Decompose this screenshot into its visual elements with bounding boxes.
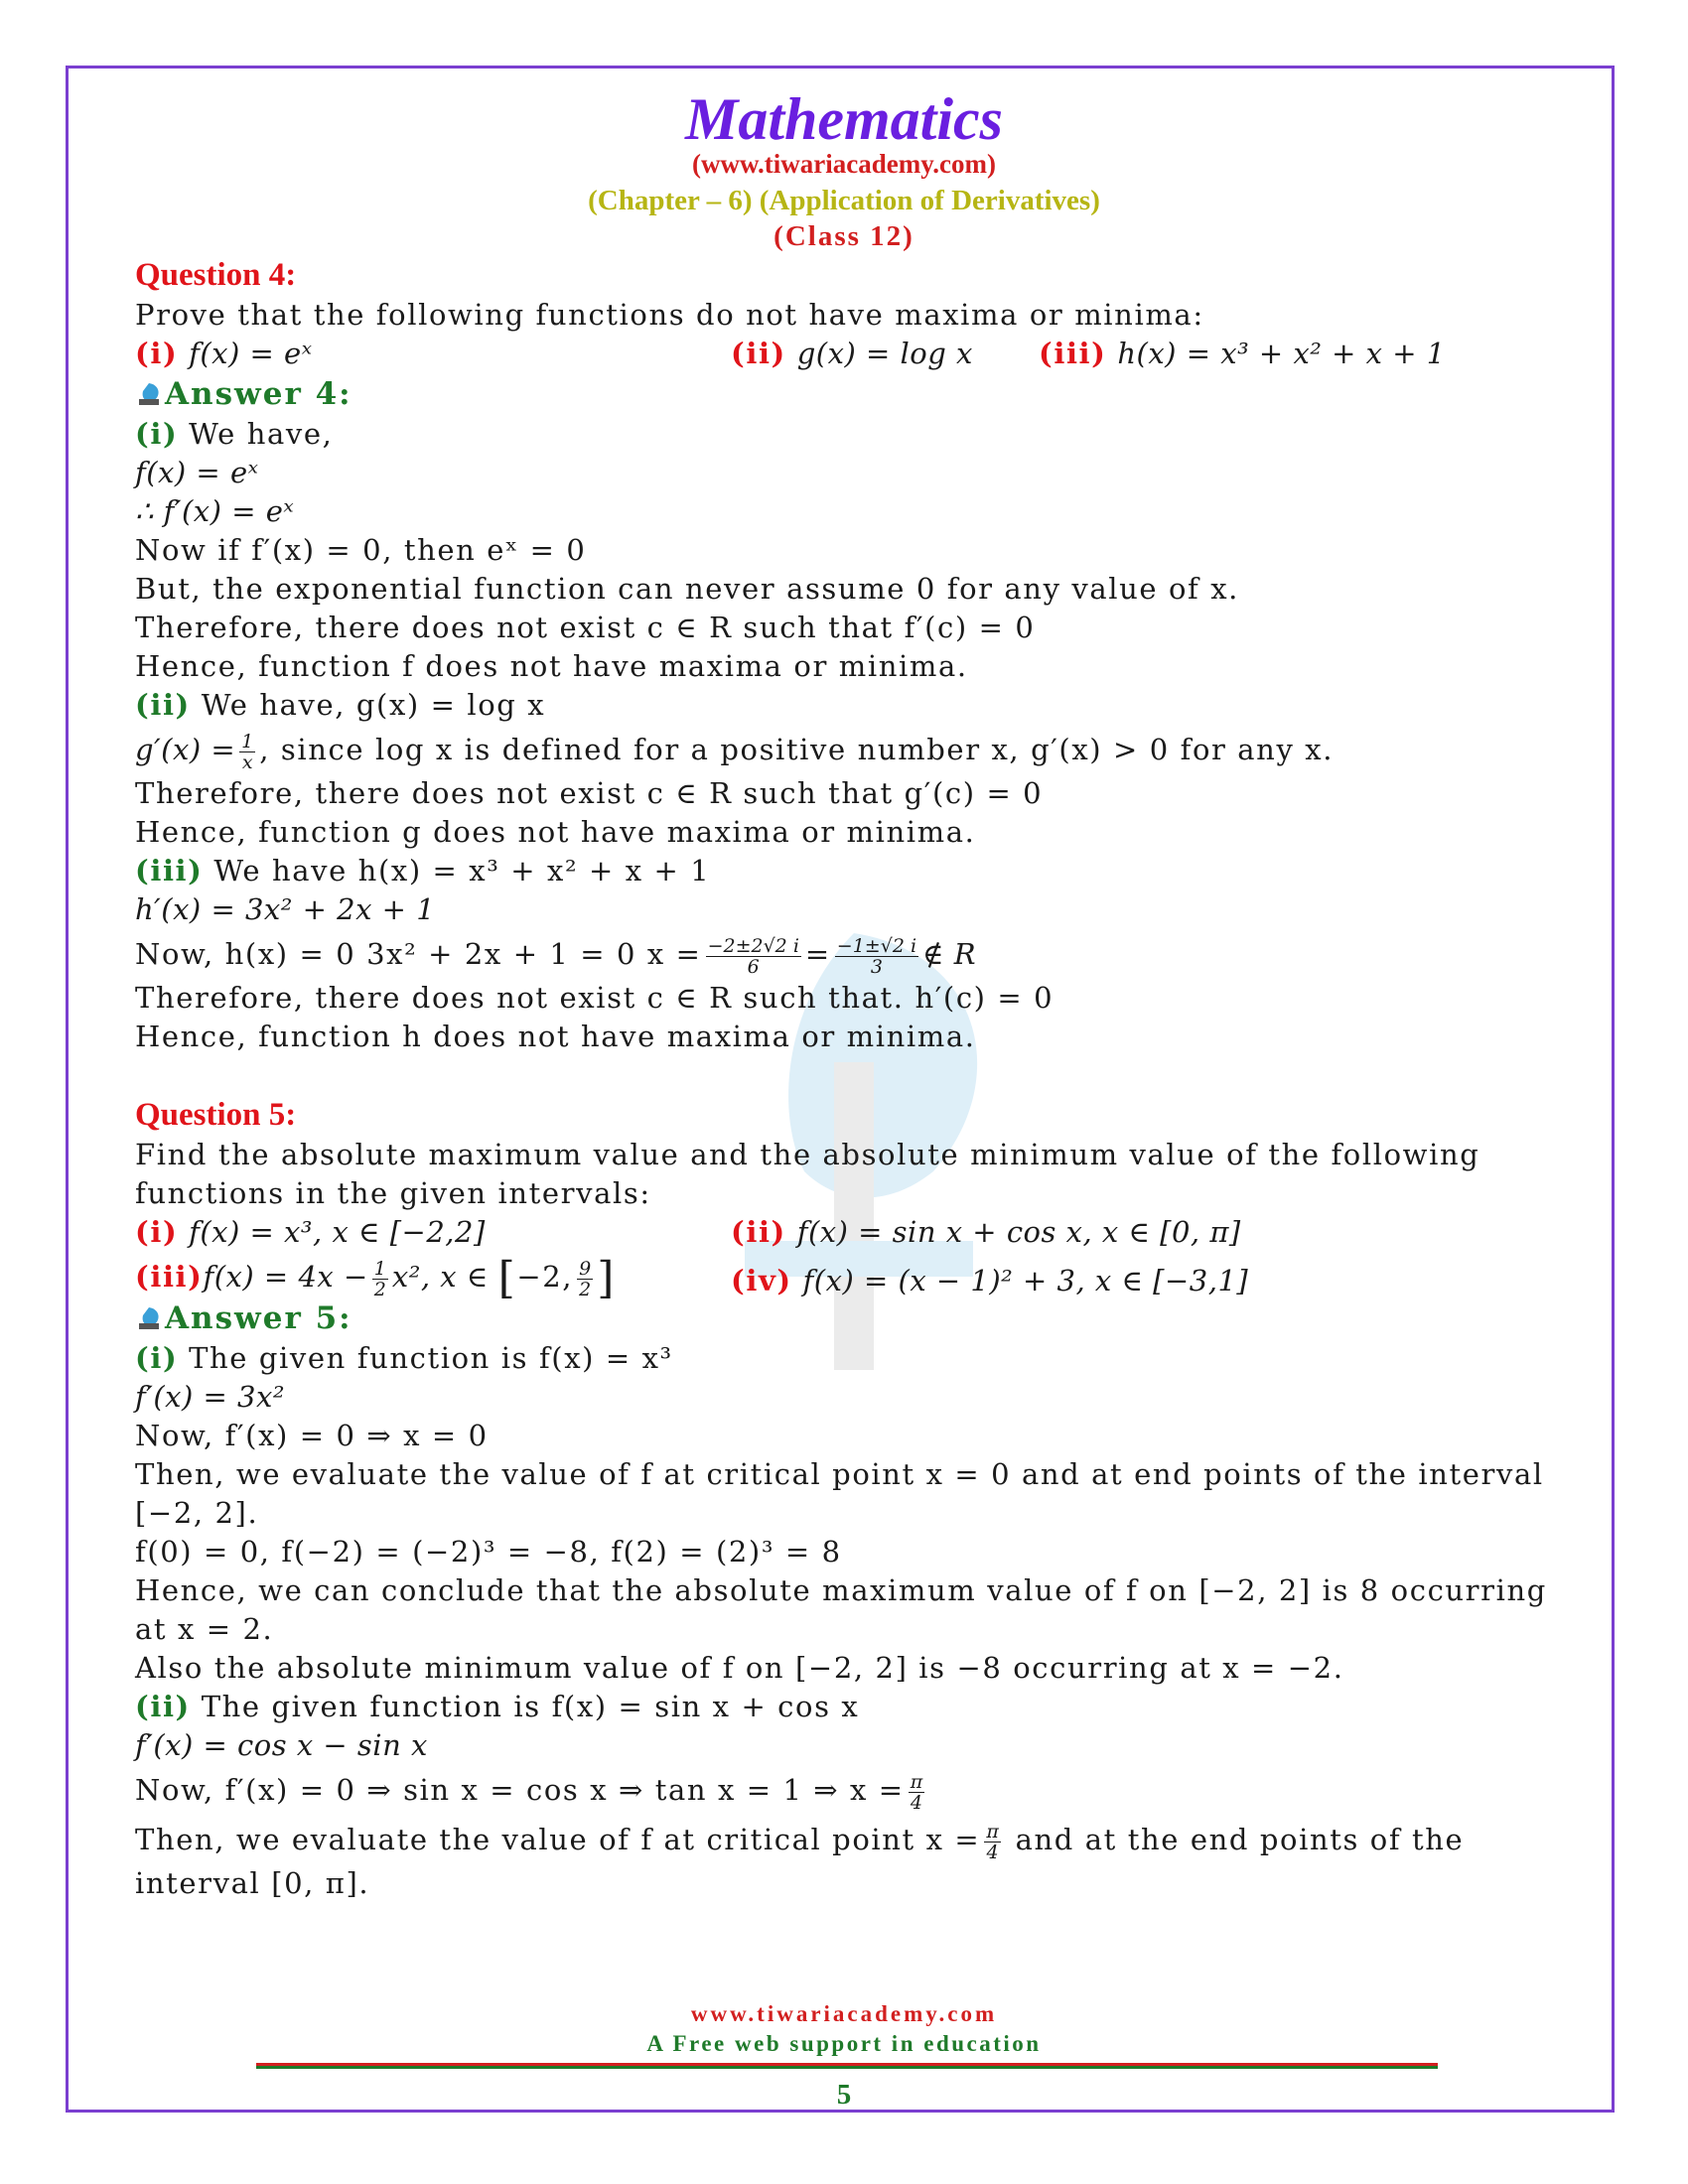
footer-divider <box>256 2063 1438 2069</box>
leaf-logo-icon <box>135 381 163 407</box>
part-expr: f(x) = x³, x ∈ [−2,2] <box>189 1215 486 1249</box>
line-text: We have h(x) = x³ + x² + x + 1 <box>203 854 711 887</box>
line-text: ∉ R <box>922 937 977 971</box>
line-text: f(x) = eˣ <box>135 456 259 489</box>
line-text: g′(x) = <box>135 733 236 766</box>
line-text: Now, f′(x) = 0 ⇒ sin x = cos x ⇒ tan x = 1 ⇒ x = <box>135 1773 905 1807</box>
footer-url: www.tiwariacademy.com <box>690 2001 998 2026</box>
a5-line-2 <box>135 1378 1565 1417</box>
a4-line-10: Therefore, there does not exist c ∈ R such that g′(c) = 0 <box>135 776 1044 810</box>
footer-tagline: A Free web support in education <box>646 2031 1042 2056</box>
q4-part-2 <box>731 335 973 373</box>
line-text: The given function is f(x) = sin x + cos x <box>190 1690 860 1723</box>
question-4-prompt: Prove that the following functions do not have maxima or minima: <box>135 298 1204 332</box>
answer-heading-text: Answer 4: <box>165 376 352 412</box>
line-text: The given function is f(x) = x³ <box>178 1341 673 1375</box>
q5-part-1 <box>135 1215 486 1249</box>
q5-part-2 <box>731 1213 1241 1252</box>
part-label: (i) <box>135 337 179 370</box>
question-5-prompt-2: functions in the given intervals: <box>135 1176 651 1210</box>
q5-part-4 <box>731 1256 1248 1305</box>
part-expr: f(x) = eˣ <box>189 337 313 370</box>
fraction: $\frac{\pi}{4}$ <box>986 1820 999 1863</box>
question-5-heading: Question 5: <box>135 1097 297 1133</box>
line-text: and at the end points of the <box>1004 1823 1465 1856</box>
a4-line-15: Therefore, there does not exist c ∈ R such that. h′(c) = 0 <box>135 981 1055 1015</box>
a4-line-12 <box>135 852 1565 890</box>
line-text: h′(x) = 3x² + 2x + 1 <box>135 892 436 926</box>
a5-line-6: f(0) = 0, f(−2) = (−2)³ = −8, f(2) = (2)³ = 8 <box>135 1535 842 1569</box>
question-4-parts <box>135 335 1565 373</box>
a4-line-13 <box>135 890 1565 929</box>
a4-line-1 <box>135 415 1565 454</box>
line-text: f′(x) = cos x − sin x <box>135 1728 428 1762</box>
a5-line-10 <box>135 1688 1565 1726</box>
page-number: 5 <box>836 2079 852 2111</box>
fraction: $\frac{-2\pm 2√2 i}{6}$ <box>707 934 799 978</box>
a5-line-7: Hence, we can conclude that the absolute maximum value of f on [−2, 2] is 8 occurring <box>135 1573 1547 1607</box>
part-label: (iii) <box>135 854 204 887</box>
a5-line-3: Now, f′(x) = 0 ⇒ x = 0 <box>135 1419 489 1452</box>
page-content <box>135 254 1565 1903</box>
a4-line-3 <box>135 492 1565 531</box>
a5-line-12 <box>135 1765 1565 1815</box>
page-title: Mathematics <box>684 86 1003 152</box>
part-expr: f(x) = (x − 1)² + 3, x ∈ [−3,1] <box>802 1264 1249 1297</box>
fraction: $\frac{1}{2}$ <box>373 1257 386 1300</box>
a5-line-4: Then, we evaluate the value of f at critical point x = 0 and at end points of the interval <box>135 1457 1544 1491</box>
fraction: $\frac{-1\pm√2 i}{3}$ <box>836 934 917 978</box>
answer-heading-text: Answer 5: <box>165 1300 352 1336</box>
question-5-prompt-1: Find the absolute maximum value and the absolute minimum value of the following <box>135 1138 1480 1171</box>
part-label: (ii) <box>135 688 191 722</box>
question-4-heading: Question 4: <box>135 257 297 293</box>
part-expr: x², x ∈ <box>391 1260 498 1294</box>
part-expr: f(x) = 4x − <box>203 1260 368 1294</box>
q4-part-1 <box>135 337 313 370</box>
part-label: (i) <box>135 1215 179 1249</box>
part-label: (iii) <box>1039 337 1107 370</box>
a5-line-5: [−2, 2]. <box>135 1496 259 1530</box>
equals-sign: = <box>804 937 831 971</box>
a4-line-4: Now if f′(x) = 0, then eˣ = 0 <box>135 533 587 567</box>
line-text: ∴ f′(x) = eˣ <box>135 494 295 528</box>
a4-line-8 <box>135 686 1565 725</box>
a4-line-6: Therefore, there does not exist c ∈ R such that f′(c) = 0 <box>135 611 1036 644</box>
q4-part-3 <box>1039 335 1446 373</box>
line-text: We have, <box>178 417 334 451</box>
part-expr: g(x) = log x <box>796 337 973 370</box>
a5-line-9: Also the absolute minimum value of f on [−2, 2] is −8 occurring at x = −2. <box>135 1651 1344 1685</box>
line-text: Then, we evaluate the value of f at critical point x = <box>135 1823 981 1856</box>
answer-4-heading <box>135 373 1565 415</box>
chapter-heading: (Chapter – 6) (Application of Derivatives) <box>588 185 1100 216</box>
part-expr: h(x) = x³ + x² + x + 1 <box>1117 337 1446 370</box>
part-label: (i) <box>135 1341 179 1375</box>
line-text: f′(x) = 3x² <box>135 1380 285 1414</box>
fraction: $\frac{9}{2}$ <box>579 1257 592 1300</box>
header-url: (www.tiwariacademy.com) <box>692 149 996 179</box>
a5-line-13 <box>135 1815 1565 1864</box>
a5-line-1 <box>135 1339 1565 1378</box>
a4-line-5: But, the exponential function can never assume 0 for any value of x. <box>135 572 1239 606</box>
line-text: We have, g(x) = log x <box>190 688 546 722</box>
leaf-logo-icon <box>135 1305 163 1331</box>
a4-line-7: Hence, function f does not have maxima or minima. <box>135 649 968 683</box>
a4-line-11: Hence, function g does not have maxima or minima. <box>135 815 976 849</box>
a5-line-11 <box>135 1726 1565 1765</box>
q5-part-3: (iii)f(x) = 4x − $\frac{1}{2}$ x², x ∈ [−2, $\frac{9}{2}$ ] <box>135 1253 616 1303</box>
part-label: (ii) <box>731 337 786 370</box>
part-label: (iii) <box>135 1260 204 1294</box>
a4-line-9 <box>135 725 1565 774</box>
part-label: (ii) <box>135 1690 191 1723</box>
line-text: , since log x is defined for a positive number x, g′(x) > 0 for any x. <box>259 733 1335 766</box>
part-label: (iv) <box>731 1264 792 1297</box>
part-label: (ii) <box>731 1215 786 1249</box>
a4-line-16: Hence, function h does not have maxima or minima. <box>135 1020 976 1053</box>
a4-line-2 <box>135 454 1565 492</box>
line-text: Now, h(x) = 0 3x² + 2x + 1 = 0 x = <box>135 937 702 971</box>
question-5-parts-row-1 <box>135 1213 1565 1252</box>
part-label: (i) <box>135 417 179 451</box>
question-5-parts-row-2 <box>135 1252 1565 1303</box>
fraction: $\frac{\pi}{4}$ <box>910 1770 923 1814</box>
class-label: (Class 12) <box>774 220 914 252</box>
a5-line-14: interval [0, π]. <box>135 1866 370 1900</box>
a4-line-14 <box>135 929 1565 979</box>
a5-line-8: at x = 2. <box>135 1612 274 1646</box>
part-expr: f(x) = sin x + cos x, x ∈ [0, π] <box>796 1215 1241 1249</box>
fraction: $\frac{1}{x}$ <box>241 730 254 773</box>
